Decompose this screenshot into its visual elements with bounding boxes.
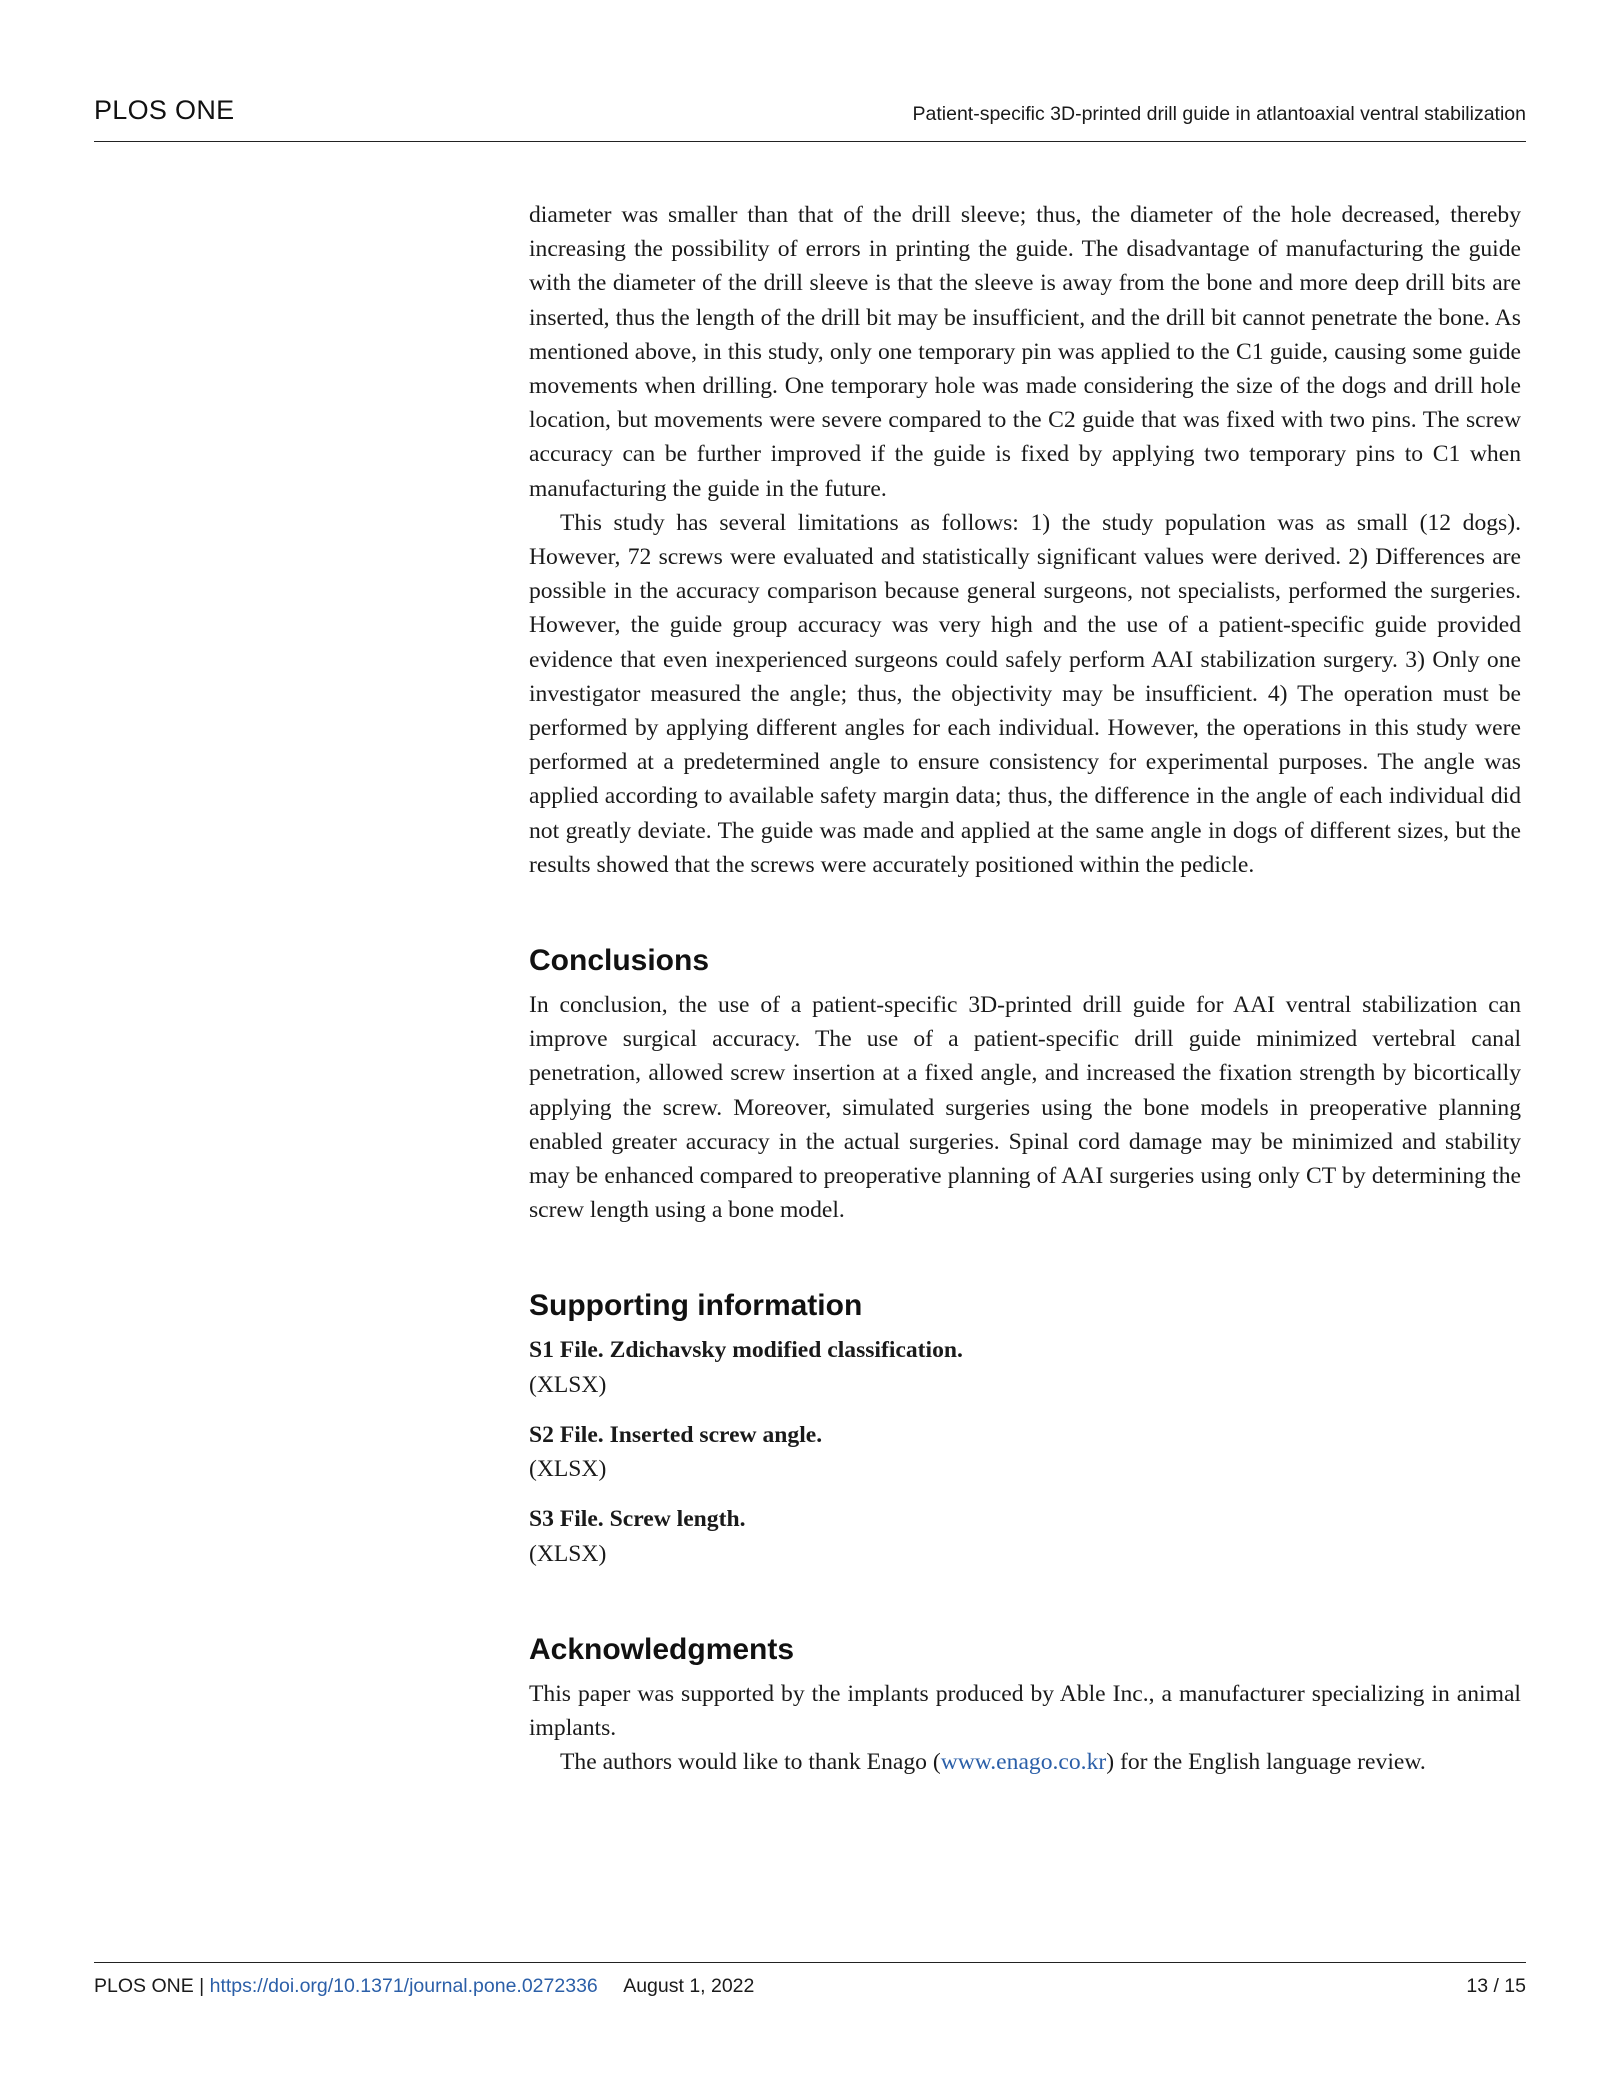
- supporting-information-heading: Supporting information: [529, 1289, 863, 1323]
- ack-text-after: ) for the English language review.: [1106, 1749, 1426, 1776]
- supporting-file-s2[interactable]: [529, 1418, 1521, 1486]
- supporting-file-type: (XLSX): [529, 1540, 607, 1567]
- acknowledgments-paragraph-1: This paper was supported by the implants produced by Able Inc., a manufacturer specializing in animal implants.: [529, 1680, 1521, 1741]
- supporting-file-title[interactable]: S2 File. Inserted screw angle.: [529, 1421, 823, 1448]
- page-number: 13 / 15: [1466, 1975, 1526, 1997]
- page-footer: [94, 1962, 1526, 1998]
- conclusions-paragraph: In conclusion, the use of a patient-specific 3D-printed drill guide for AAI ventral stabilization can improve surgical accuracy. The use of a patient-specific drill guide minimized vertebral canal penetration, allowed screw insertion at a fixed angle, and increased the fixation strength by bicortically applying the screw. Moreover, simulated surgeries using the bone models in preoperative planning enabled greater accuracy in the actual surgeries. Spinal cord damage may be minimized and stability may be enhanced compared to preoperative planning of AAI surgeries using only CT by determining the screw length using a bone model.: [529, 992, 1521, 1224]
- acknowledgments-heading: Acknowledgments: [529, 1632, 795, 1666]
- supporting-file-type: (XLSX): [529, 1456, 607, 1483]
- supporting-file-title[interactable]: S1 File. Zdichavsky modified classification.: [529, 1337, 963, 1364]
- supporting-file-type: (XLSX): [529, 1371, 607, 1398]
- doi-link[interactable]: https://doi.org/10.1371/journal.pone.0272336: [209, 1975, 598, 1997]
- enago-link[interactable]: www.enago.co.kr: [940, 1749, 1107, 1776]
- article-body: [529, 198, 1521, 1779]
- acknowledgments-paragraph-2: [529, 1745, 1521, 1779]
- page-header: [94, 95, 1526, 142]
- ack-text-before: The authors would like to thank Enago (: [560, 1749, 941, 1776]
- supporting-file-s3[interactable]: [529, 1502, 1521, 1570]
- conclusions-heading: Conclusions: [529, 944, 710, 978]
- footer-journal: PLOS ONE |: [94, 1975, 205, 1997]
- body-paragraph-1: diameter was smaller than that of the drill sleeve; thus, the diameter of the hole decreased, thereby increasing the possibility of errors in printing the guide. The disadvantage of manufacturing the guide with the diameter of the drill sleeve is that the sleeve is away from the bone and more deep drill bits are inserted, thus the length of the drill bit may be insufficient, and the drill bit cannot penetrate the bone. As mentioned above, in this study, only one temporary pin was applied to the C1 guide, causing some guide movements when drilling. One temporary hole was made considering the size of the dogs and drill hole location, but movements were severe compared to the C2 guide that was fixed with two pins. The screw accuracy can be further improved if the guide is fixed by applying two temporary pins to C1 when manufacturing the guide in the future.: [529, 202, 1521, 502]
- supporting-file-title[interactable]: S3 File. Screw length.: [529, 1506, 746, 1533]
- running-title: Patient-specific 3D-printed drill guide in atlantoaxial ventral stabilization: [912, 103, 1526, 125]
- supporting-file-s1[interactable]: [529, 1333, 1521, 1401]
- publication-date: August 1, 2022: [623, 1975, 755, 1997]
- journal-logo: PLOS ONE: [94, 95, 235, 125]
- body-paragraph-2: This study has several limitations as follows: 1) the study population was as small (12 dogs). However, 72 screws were evaluated and statistically significant values were derived. 2) Differences are possible in the accuracy comparison because general surgeons, not specialists, performed the surgeries. However, the guide group accuracy was very high and the use of a patient-specific guide provided evidence that even inexperienced surgeons could safely perform AAI stabilization surgery. 3) Only one investigator measured the angle; thus, the objectivity may be insufficient. 4) The operation must be performed by applying different angles for each individual. However, the operations in this study were performed at a predetermined angle to ensure consistency for experimental purposes. The angle was applied according to available safety margin data; thus, the difference in the angle of each individual did not greatly deviate. The guide was made and applied at the same angle in dogs of different sizes, but the results showed that the screws were accurately positioned within the pedicle.: [529, 509, 1521, 878]
